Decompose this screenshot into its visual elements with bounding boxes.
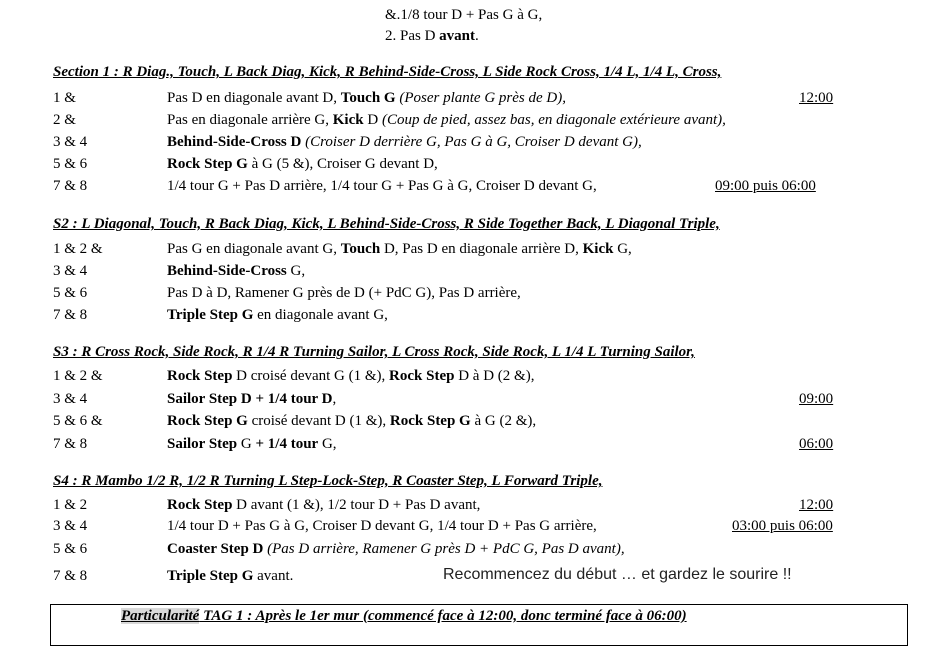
count: 1 & 2: [53, 497, 88, 513]
text-run: 1/4 tour G + Pas D arrière, 1/4 tour G + Pas G à G, Croiser D devant G,: [167, 178, 597, 194]
italic-run: (Croiser D derrière G, Pas G à G, Croiser D devant G),: [301, 134, 642, 150]
italic-run: (Coup de pied, assez bas, en diagonale extérieure avant),: [381, 112, 726, 128]
count: 5 & 6: [53, 541, 88, 557]
orientation-time: 09:00 puis 06:00: [715, 178, 816, 194]
section-3-title: S3 : R Cross Rock, Side Rock, R 1/4 R Turning Sailor, L Cross Rock, Side Rock, L 1/4 L Turning Sailor,: [53, 344, 695, 360]
step-description: [167, 411, 536, 432]
orientation-time: 03:00 puis 06:00: [732, 518, 833, 534]
bold-run: Touch: [340, 241, 381, 257]
section-1-row-3: [53, 132, 913, 153]
step-description: [167, 176, 597, 197]
text-run: G,: [318, 436, 337, 452]
bold-run: + 1/4 tour: [255, 436, 319, 452]
orientation-time: 06:00: [799, 436, 834, 452]
count: 7 & 8: [53, 436, 88, 452]
step-description: [167, 283, 521, 304]
bold-run: Rock Step G: [167, 156, 248, 172]
text-run: Pas en diagonale arrière G,: [167, 112, 333, 128]
bold-run: Triple Step G: [167, 307, 254, 323]
count: 5 & 6: [53, 156, 88, 172]
step-description: [167, 539, 625, 560]
text-run: D: [363, 112, 382, 128]
section-1-row-2: [53, 110, 913, 131]
text-run: D, Pas D en diagonale arrière D,: [380, 241, 583, 257]
step-description: [167, 434, 337, 455]
section-3-row-3: [53, 411, 913, 432]
bold-run: Coaster Step D: [167, 541, 264, 557]
text-run: D avant (1 &), 1/2 tour D + Pas D avant,: [232, 497, 481, 513]
bold-run: Rock Step: [167, 368, 233, 384]
step-description: [167, 261, 305, 282]
section-2-row-4: [53, 305, 913, 326]
intro-line-2: [385, 26, 479, 46]
count: 5 & 6 &: [53, 413, 103, 429]
intro-line-2-suffix: .: [475, 28, 479, 44]
text-run: Pas G en diagonale avant G,: [167, 241, 341, 257]
count: 3 & 4: [53, 263, 88, 279]
section-1-title: Section 1 : R Diag., Touch, L Back Diag, Kick, R Behind-Side-Cross, L Side Rock Cross, 1/4 L, 1/4 L, Cross,: [53, 64, 722, 80]
text-run: G: [237, 436, 256, 452]
bold-run: Rock Step G: [167, 413, 248, 429]
count: 1 &: [53, 90, 76, 106]
section-4-row-1: [53, 495, 913, 516]
count: 3 & 4: [53, 134, 88, 150]
bold-run: Behind-Side-Cross: [167, 263, 287, 279]
section-1-row-5: [53, 176, 913, 197]
bold-run: Rock Step: [167, 497, 233, 513]
step-description: [167, 366, 534, 387]
text-run: en diagonale avant G,: [253, 307, 388, 323]
orientation-time: 09:00: [799, 391, 834, 407]
step-description: [167, 495, 480, 516]
restart-note: Recommencez du début … et gardez le sourire !!: [443, 566, 792, 583]
text-run: D à D (2 &),: [454, 368, 535, 384]
step-description: [167, 110, 726, 131]
text-run: G,: [613, 241, 632, 257]
bold-run: Rock Step G: [389, 413, 471, 429]
section-1-row-1: [53, 88, 913, 109]
section-2-row-3: [53, 283, 913, 304]
bold-run: Sailor Step D + 1/4 tour D: [167, 391, 333, 407]
step-description: [167, 566, 293, 587]
text-run: Pas D en diagonale avant D,: [167, 90, 341, 106]
bold-run: Kick: [332, 112, 364, 128]
orientation-time: 12:00: [799, 497, 834, 513]
text-run: à G (2 &),: [470, 413, 537, 429]
count: 3 & 4: [53, 518, 88, 534]
section-4-row-3: [53, 539, 913, 560]
step-description: [167, 132, 642, 153]
text-run: ,: [332, 391, 337, 407]
bold-run: Touch G: [340, 90, 396, 106]
count: 7 & 8: [53, 178, 88, 194]
orientation-time: 12:00: [799, 90, 834, 106]
step-description: [167, 154, 438, 175]
text-run: croisé devant D (1 &),: [247, 413, 390, 429]
tag-box-rest: TAG 1 : Après le 1er mur (commencé face à 12:00, donc terminé face à 06:00): [199, 608, 687, 624]
text-run: Pas D à D, Ramener G près de D (+ PdC G), Pas D arrière,: [167, 285, 521, 301]
section-3-row-1: [53, 366, 913, 387]
section-4-row-2: [53, 516, 913, 537]
step-description: [167, 239, 632, 260]
intro-line-1: &.1/8 tour D + Pas G à G,: [385, 7, 543, 23]
bold-run: Behind-Side-Cross D: [167, 134, 302, 150]
count: 3 & 4: [53, 391, 88, 407]
section-3-row-4: [53, 434, 913, 455]
tag-box-highlight: Particularité: [121, 608, 200, 624]
text-run: 1/4 tour D + Pas G à G, Croiser D devant G, 1/4 tour D + Pas G arrière,: [167, 518, 597, 534]
count: 1 & 2 &: [53, 368, 103, 384]
bold-run: Kick: [582, 241, 614, 257]
section-2-row-2: [53, 261, 913, 282]
bold-run: Rock Step: [389, 368, 455, 384]
italic-run: (Poser plante G près de D),: [395, 90, 566, 106]
text-run: avant.: [253, 568, 294, 584]
count: 7 & 8: [53, 568, 88, 584]
section-1-row-4: [53, 154, 913, 175]
section-3-row-2: [53, 389, 913, 410]
italic-run: (Pas D arrière, Ramener G près D + PdC G, Pas D avant),: [263, 541, 625, 557]
text-run: à G (5 &), Croiser G devant D,: [247, 156, 438, 172]
section-2-title: S2 : L Diagonal, Touch, R Back Diag, Kick, L Behind-Side-Cross, R Side Together Back, L Diagonal Triple,: [53, 216, 720, 232]
intro-line-2-prefix: 2. Pas D: [385, 28, 440, 44]
step-description: [167, 88, 566, 109]
bold-run: Triple Step G: [167, 568, 254, 584]
section-4-title: S4 : R Mambo 1/2 R, 1/2 R Turning L Step-Lock-Step, R Coaster Step, L Forward Triple,: [53, 473, 603, 489]
count: 5 & 6: [53, 285, 88, 301]
step-description: [167, 516, 597, 537]
text-run: G,: [286, 263, 306, 279]
step-description: [167, 389, 336, 410]
section-2-row-1: [53, 239, 913, 260]
count: 1 & 2 &: [53, 241, 103, 257]
tag-box: [50, 604, 908, 646]
bold-run: Sailor Step: [167, 436, 238, 452]
intro-line-2-bold: avant: [439, 28, 476, 44]
count: 2 &: [53, 112, 76, 128]
step-description: [167, 305, 388, 326]
text-run: D croisé devant G (1 &),: [232, 368, 390, 384]
count: 7 & 8: [53, 307, 88, 323]
tag-box-text: [121, 608, 687, 625]
